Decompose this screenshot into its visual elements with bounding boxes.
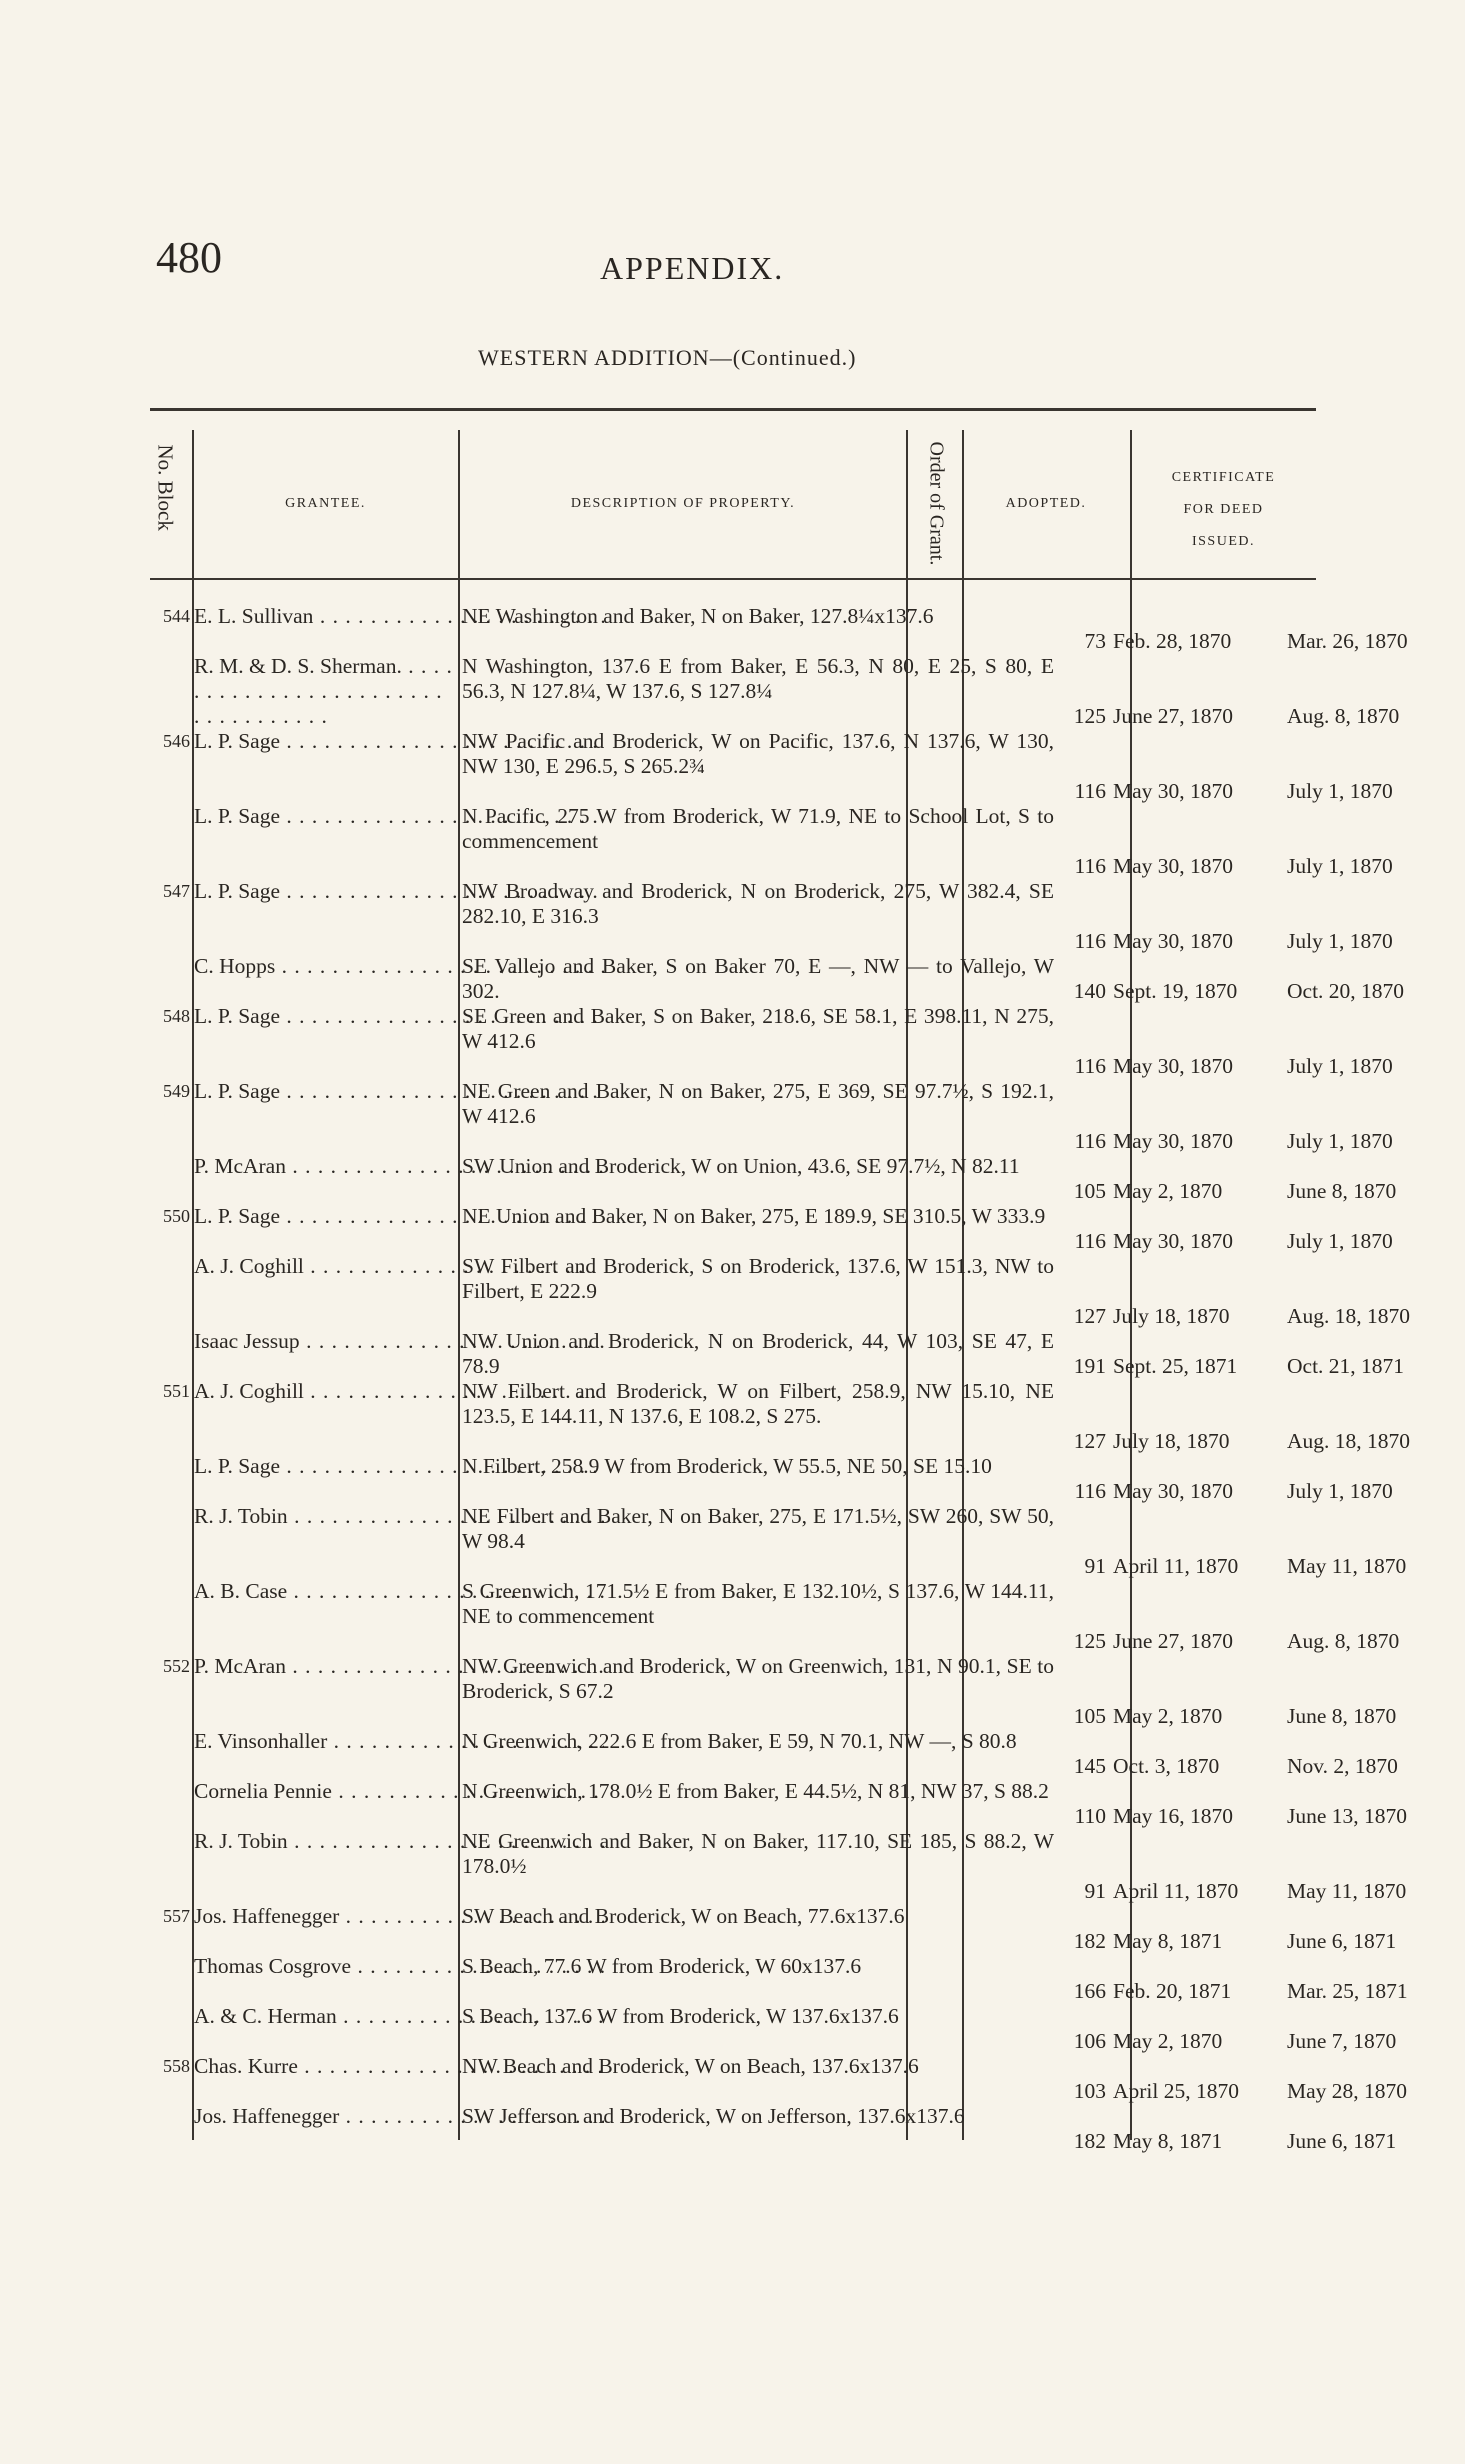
certificate-date: July 1, 1870 [1287, 854, 1393, 878]
adopted-date: April 11, 1870 [1113, 1879, 1239, 1903]
adopted-date: July 18, 1870 [1113, 1429, 1230, 1453]
order-of-grant: 182 [1073, 2129, 1106, 2153]
order-of-grant: 116 [1074, 1229, 1106, 1253]
order-of-grant: 116 [1074, 1054, 1106, 1078]
grantee: E. Vinsonhaller . . . [194, 1729, 604, 1754]
property-description: NE Green and Baker, N on Baker, 275, E 369, SE 97.7½, S 192.1, W 412.6 [462, 1079, 1054, 1128]
order-of-grant: 166 [1073, 1979, 1106, 2003]
header-description: DESCRIPTION OF PROPERTY. [570, 496, 796, 511]
property-description: N Pacific, 275 W from Broderick, W 71.9, NE to School Lot, S to commencement [462, 804, 1054, 853]
grantee: L. P. Sage . . . [194, 1004, 604, 1029]
adopted-date: Oct. 3, 1870 [1113, 1754, 1220, 1778]
grantee: R. M. & D. S. Sherman. . . . [194, 654, 454, 729]
property-description: N Filbert, 258.9 W from Broderick, W 55.5, NE 50, SE 15.10 [462, 1454, 992, 1478]
grantee: P. McAran . . . [194, 1154, 604, 1179]
order-of-grant: 103 [1073, 2079, 1106, 2103]
certificate-date: Aug. 8, 1870 [1287, 1629, 1400, 1653]
order-of-grant: 127 [1073, 1304, 1106, 1328]
property-description: S Beach, 137.6 W from Broderick, W 137.6x137.6 [462, 2004, 899, 2028]
certificate-date: May 28, 1870 [1287, 2079, 1408, 2103]
certificate-date: May 11, 1870 [1287, 1879, 1407, 1903]
certificate-date: May 11, 1870 [1287, 1554, 1407, 1578]
table-row [150, 1954, 1408, 2004]
table-row [150, 729, 1393, 804]
grantee: Jos. Haffenegger . . . [194, 2104, 604, 2129]
order-of-grant: 116 [1074, 929, 1106, 953]
order-of-grant: 73 [1084, 629, 1106, 653]
property-description: NW Greenwich and Broderick, W on Greenwich, 131, N 90.1, SE to Broderick, S 67.2 [462, 1654, 1054, 1703]
adopted-date: June 27, 1870 [1113, 704, 1234, 728]
block-number: 549 [163, 1081, 190, 1101]
adopted-date: May 30, 1870 [1113, 779, 1234, 803]
grantee: A. B. Case . . . [194, 1579, 604, 1604]
certificate-date: June 8, 1870 [1287, 1704, 1397, 1728]
table-row [150, 804, 1393, 879]
block-number: 552 [163, 1656, 190, 1676]
table-row [150, 1904, 1397, 1954]
grantee: Chas. Kurre . . . [194, 2054, 604, 2079]
block-number: 546 [163, 731, 190, 751]
grantee: L. P. Sage . . . [194, 1204, 604, 1229]
block-number: 548 [163, 1006, 190, 1026]
property-description: NW Broadway and Broderick, N on Broderick, 275, W 382.4, SE 282.10, E 316.3 [462, 879, 1054, 928]
adopted-date: June 27, 1870 [1113, 1629, 1234, 1653]
header-certificate-line2: FOR DEED [1183, 502, 1264, 517]
table-row [150, 1004, 1393, 1079]
table-row [150, 2004, 1397, 2054]
adopted-date: Feb. 20, 1871 [1113, 1979, 1232, 2003]
table-row [150, 1329, 1405, 1379]
order-of-grant: 127 [1073, 1429, 1106, 1453]
certificate-date: June 6, 1871 [1287, 1929, 1397, 1953]
adopted-date: May 30, 1870 [1113, 1054, 1234, 1078]
adopted-date: May 30, 1870 [1113, 1229, 1234, 1253]
table-row [150, 2104, 1397, 2154]
certificate-date: July 1, 1870 [1287, 1479, 1393, 1503]
adopted-date: Feb. 28, 1870 [1113, 629, 1232, 653]
order-of-grant: 116 [1074, 1129, 1106, 1153]
order-of-grant: 145 [1073, 1754, 1106, 1778]
grantee: Cornelia Pennie . . . [194, 1779, 604, 1804]
grantee: L. P. Sage . . . [194, 1079, 604, 1104]
certificate-date: June 8, 1870 [1287, 1179, 1397, 1203]
certificate-date: June 6, 1871 [1287, 2129, 1397, 2153]
certificate-date: Mar. 25, 1871 [1287, 1979, 1408, 2003]
table-row [150, 1654, 1397, 1729]
table-row [150, 1079, 1393, 1154]
property-description: NW Beach and Broderick, W on Beach, 137.6x137.6 [462, 2054, 919, 2078]
block-number: 558 [163, 2056, 190, 2076]
table-row [150, 1254, 1411, 1329]
block-number: 551 [163, 1381, 190, 1401]
property-description: SW Jefferson and Broderick, W on Jefferson, 137.6x137.6 [462, 2104, 965, 2128]
grantee: P. McAran . . . [194, 1654, 604, 1679]
header-bottom-rule [150, 578, 1316, 580]
grantee: Thomas Cosgrove . . . [194, 1954, 604, 1979]
block-number: 557 [163, 1906, 190, 1926]
certificate-date: Oct. 20, 1870 [1287, 979, 1405, 1003]
order-of-grant: 91 [1084, 1879, 1106, 1903]
table-row [150, 1454, 1393, 1504]
table-row [150, 654, 1400, 729]
order-of-grant: 125 [1073, 1629, 1106, 1653]
certificate-date: July 1, 1870 [1287, 1054, 1393, 1078]
table-row [150, 879, 1393, 954]
adopted-date: May 2, 1870 [1113, 1704, 1223, 1728]
order-of-grant: 91 [1084, 1554, 1106, 1578]
grantee: L. P. Sage . . . [194, 729, 604, 754]
property-description: SE Green and Baker, S on Baker, 218.6, SE 58.1, E 398.11, N 275, W 412.6 [462, 1004, 1054, 1053]
header-certificate-line3: ISSUED. [1191, 534, 1255, 549]
adopted-date: May 16, 1870 [1113, 1804, 1234, 1828]
grantee: R. J. Tobin . . . [194, 1829, 604, 1854]
grantee: A. & C. Herman . . . [194, 2004, 604, 2029]
table-row [150, 1579, 1400, 1654]
property-description: NW Pacific and Broderick, W on Pacific, 137.6, N 137.6, W 130, NW 130, E 296.5, S 265.2¾ [462, 729, 1054, 778]
property-description: N Greenwich, 222.6 E from Baker, E 59, N 70.1, NW —, S 80.8 [462, 1729, 1017, 1753]
table-row [150, 1729, 1398, 1779]
grantee: L. P. Sage . . . [194, 879, 604, 904]
property-description: NE Filbert and Baker, N on Baker, 275, E 171.5½, SW 260, SW 50, W 98.4 [462, 1504, 1054, 1553]
adopted-date: Sept. 25, 1871 [1113, 1354, 1238, 1378]
grantee: L. P. Sage . . . [194, 804, 604, 829]
header-order: Order of Grant. [925, 441, 948, 566]
certificate-date: Nov. 2, 1870 [1287, 1754, 1398, 1778]
adopted-date: July 18, 1870 [1113, 1304, 1230, 1328]
table-row [150, 1829, 1407, 1904]
adopted-date: May 2, 1870 [1113, 2029, 1223, 2053]
order-of-grant: 105 [1073, 1179, 1106, 1203]
property-description: N Greenwich, 178.0½ E from Baker, E 44.5½, N 81, NW 37, S 88.2 [462, 1779, 1049, 1803]
grantee: Jos. Haffenegger . . . [194, 1904, 604, 1929]
grantee: E. L. Sullivan . . . [194, 604, 604, 629]
table-top-rule [150, 408, 1316, 411]
adopted-date: April 11, 1870 [1113, 1554, 1239, 1578]
property-description: SW Filbert and Broderick, S on Broderick, 137.6, W 151.3, NW to Filbert, E 222.9 [462, 1254, 1054, 1303]
property-description: NE Union and Baker, N on Baker, 275, E 189.9, SE 310.5, W 333.9 [462, 1204, 1046, 1228]
table-row [150, 604, 1408, 654]
table-row [150, 954, 1405, 1004]
property-description: S Beach, 77.6 W from Broderick, W 60x137.6 [462, 1954, 862, 1978]
header-grantee: GRANTEE. [285, 496, 366, 511]
adopted-date: May 30, 1870 [1113, 854, 1234, 878]
certificate-date: Aug. 8, 1870 [1287, 704, 1400, 728]
certificate-date: Mar. 26, 1870 [1287, 629, 1408, 653]
order-of-grant: 182 [1073, 1929, 1106, 1953]
table-row [150, 1779, 1408, 1829]
adopted-date: May 30, 1870 [1113, 1129, 1234, 1153]
table-row [150, 1204, 1393, 1254]
certificate-date: Aug. 18, 1870 [1287, 1304, 1411, 1328]
grantee: C. Hopps . . . [194, 954, 604, 979]
order-of-grant: 110 [1074, 1804, 1106, 1828]
adopted-date: May 2, 1870 [1113, 1179, 1223, 1203]
certificate-date: July 1, 1870 [1287, 779, 1393, 803]
adopted-date: May 30, 1870 [1113, 929, 1234, 953]
certificate-date: July 1, 1870 [1287, 1229, 1393, 1253]
property-description: NE Washington and Baker, N on Baker, 127.8¼x137.6 [462, 604, 934, 628]
page-number: 480 [156, 233, 222, 282]
order-of-grant: 116 [1074, 854, 1106, 878]
order-of-grant: 116 [1074, 779, 1106, 803]
certificate-date: Oct. 21, 1871 [1287, 1354, 1405, 1378]
adopted-date: May 30, 1870 [1113, 1479, 1234, 1503]
grantee: A. J. Coghill . . . [194, 1254, 604, 1279]
property-description: NE Greenwich and Baker, N on Baker, 117.10, SE 185, S 88.2, W 178.0½ [462, 1829, 1054, 1878]
section-title: WESTERN ADDITION—(Continued.) [478, 345, 857, 370]
header-block: No. Block [153, 444, 178, 531]
adopted-date: Sept. 19, 1870 [1113, 979, 1238, 1003]
certificate-date: July 1, 1870 [1287, 1129, 1393, 1153]
header-certificate [1136, 462, 1311, 558]
grantee: R. J. Tobin . . . [194, 1504, 604, 1529]
property-description: S Greenwich, 171.5½ E from Baker, E 132.10½, S 137.6, W 144.11, NE to commencement [462, 1579, 1054, 1628]
property-description: SW Beach and Broderick, W on Beach, 77.6x137.6 [462, 1904, 905, 1928]
grantee: A. J. Coghill . . . [194, 1379, 604, 1404]
adopted-date: May 8, 1871 [1113, 1929, 1223, 1953]
block-number: 550 [163, 1206, 190, 1226]
property-description: NW Filbert and Broderick, W on Filbert, 258.9, NW 15.10, NE 123.5, E 144.11, N 137.6, E 108.2, S 275. [462, 1379, 1054, 1428]
grantee: L. P. Sage . . . [194, 1454, 604, 1479]
certificate-date: June 7, 1870 [1287, 2029, 1397, 2053]
order-of-grant: 191 [1073, 1354, 1106, 1378]
property-description: NW Union and Broderick, N on Broderick, 44, W 103, SE 47, E 78.9 [462, 1329, 1054, 1378]
property-description: N Washington, 137.6 E from Baker, E 56.3, N 80, E 25, S 80, E 56.3, N 127.8¼, W 137.6, S 127.8¼ [462, 654, 1054, 703]
property-description: SE Vallejo and Baker, S on Baker 70, E —, NW — to Vallejo, W 302. [462, 954, 1054, 1003]
order-of-grant: 116 [1074, 1479, 1106, 1503]
order-of-grant: 125 [1073, 704, 1106, 728]
block-number: 544 [163, 606, 190, 626]
table-row [150, 1379, 1411, 1454]
grantee: Isaac Jessup . . . [194, 1329, 604, 1354]
adopted-date: April 25, 1870 [1113, 2079, 1240, 2103]
certificate-date: June 13, 1870 [1287, 1804, 1408, 1828]
header-adopted: ADOPTED. [1005, 496, 1087, 511]
certificate-date: Aug. 18, 1870 [1287, 1429, 1411, 1453]
table-row [150, 1504, 1407, 1579]
order-of-grant: 140 [1073, 979, 1106, 1003]
order-of-grant: 105 [1073, 1704, 1106, 1728]
table-row [150, 2054, 1408, 2104]
order-of-grant: 106 [1073, 2029, 1106, 2053]
property-description: SW Union and Broderick, W on Union, 43.6, SE 97.7½, N 82.11 [462, 1154, 1020, 1178]
header-certificate-line1: CERTIFICATE [1171, 470, 1276, 485]
adopted-date: May 8, 1871 [1113, 2129, 1223, 2153]
block-number: 547 [163, 881, 190, 901]
running-head: APPENDIX. [600, 250, 785, 286]
table-row [150, 1154, 1397, 1204]
certificate-date: July 1, 1870 [1287, 929, 1393, 953]
